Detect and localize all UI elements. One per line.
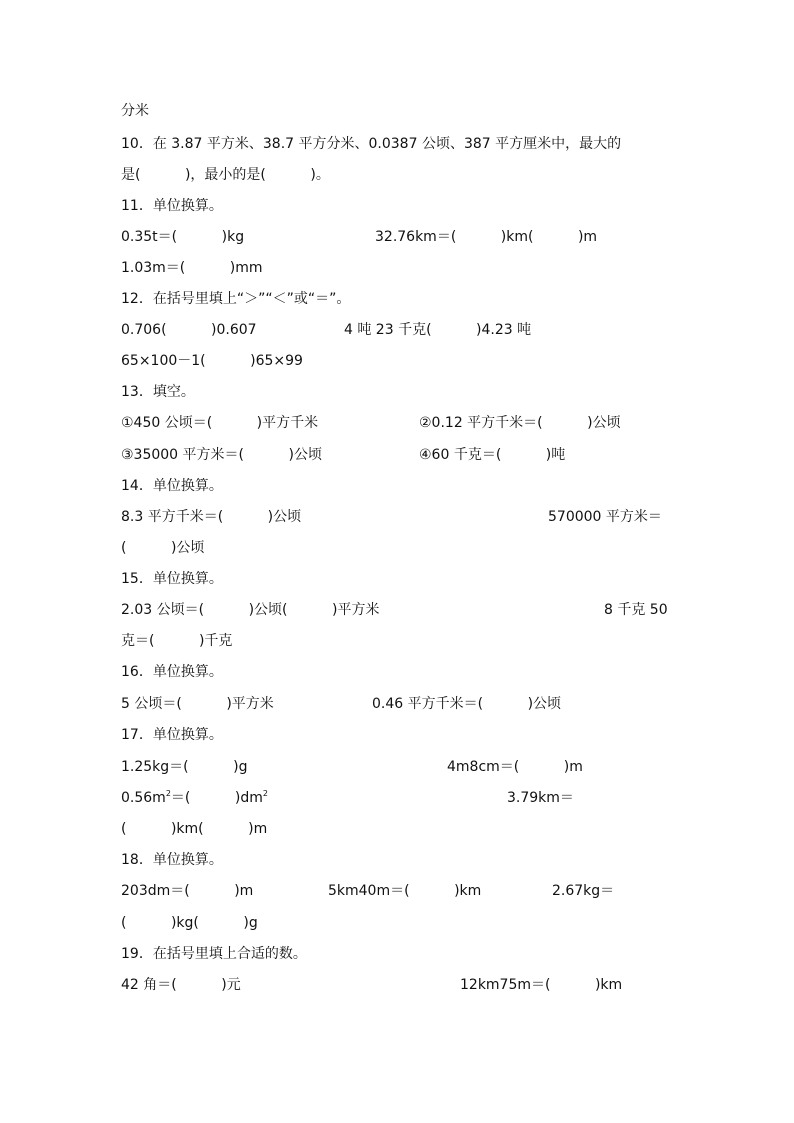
question-14-title: 14．单位换算。 (121, 478, 223, 494)
question-18-item: 2.67kg＝ (552, 883, 615, 899)
question-17-item: 1.25kg＝( )g (121, 759, 248, 775)
question-14-item: 570000 平方米＝ (548, 509, 662, 525)
question-18-item: 203dm＝( )m (121, 883, 254, 899)
superscript: 2 (262, 789, 268, 798)
question-17-item (121, 789, 268, 807)
question-19-item: 12km75m＝( )km (460, 977, 623, 993)
text-segment: ＝( )dm (170, 790, 263, 806)
question-13-item: ②0.12 平方千米＝( )公顷 (419, 415, 621, 431)
question-19-title: 19．在括号里填上合适的数。 (121, 946, 307, 962)
question-12-item: 0.706( )0.607 (121, 322, 257, 338)
question-12-item: 4 吨 23 千克( )4.23 吨 (344, 322, 532, 338)
text-line: 分米 (121, 103, 149, 119)
question-13-title: 13．填空。 (121, 384, 195, 400)
question-17-item: ( )km( )m (121, 821, 268, 837)
question-10-text: 10．在 3.87 平方米、38.7 平方分米、0.0387 公顷、387 平方厘米中，最大的 (121, 136, 622, 152)
question-12-title: 12．在括号里填上“＞”“＜”或“＝”。 (121, 291, 351, 307)
question-18-title: 18．单位换算。 (121, 852, 223, 868)
text-segment: 0.56m (121, 790, 166, 806)
question-16-item: 0.46 平方千米＝( )公顷 (372, 696, 562, 712)
question-15-item: 克＝( )千克 (121, 633, 233, 649)
question-13-item: ③35000 平方米＝( )公顷 (121, 447, 322, 463)
question-11-item: 1.03m＝( )mm (121, 260, 263, 276)
question-16-item: 5 公顷＝( )平方米 (121, 696, 274, 712)
question-15-item: 8 千克 50 (604, 602, 668, 618)
question-11-item: 32.76km＝( )km( )m (375, 229, 598, 245)
question-14-item: ( )公顷 (121, 540, 205, 556)
question-15-item: 2.03 公顷＝( )公顷( )平方米 (121, 602, 380, 618)
question-18-item: 5km40m＝( )km (328, 883, 482, 899)
question-19-item: 42 角＝( )元 (121, 977, 241, 993)
question-13-item: ①450 公顷＝( )平方千米 (121, 415, 319, 431)
question-18-item: ( )kg( )g (121, 915, 258, 931)
question-13-item: ④60 千克＝( )吨 (419, 447, 566, 463)
question-17-title: 17．单位换算。 (121, 727, 223, 743)
question-14-item: 8.3 平方千米＝( )公顷 (121, 509, 302, 525)
superscript: 2 (165, 789, 171, 798)
question-15-title: 15．单位换算。 (121, 571, 223, 587)
question-10-answer-line: 是( )，最小的是( )。 (121, 167, 330, 183)
question-11-title: 11．单位换算。 (121, 198, 223, 214)
question-11-item: 0.35t＝( )kg (121, 229, 245, 245)
question-17-item: 3.79km＝ (507, 790, 574, 806)
question-12-item: 65×100－1( )65×99 (121, 353, 303, 369)
question-16-title: 16．单位换算。 (121, 664, 223, 680)
question-17-item: 4m8cm＝( )m (447, 759, 583, 775)
